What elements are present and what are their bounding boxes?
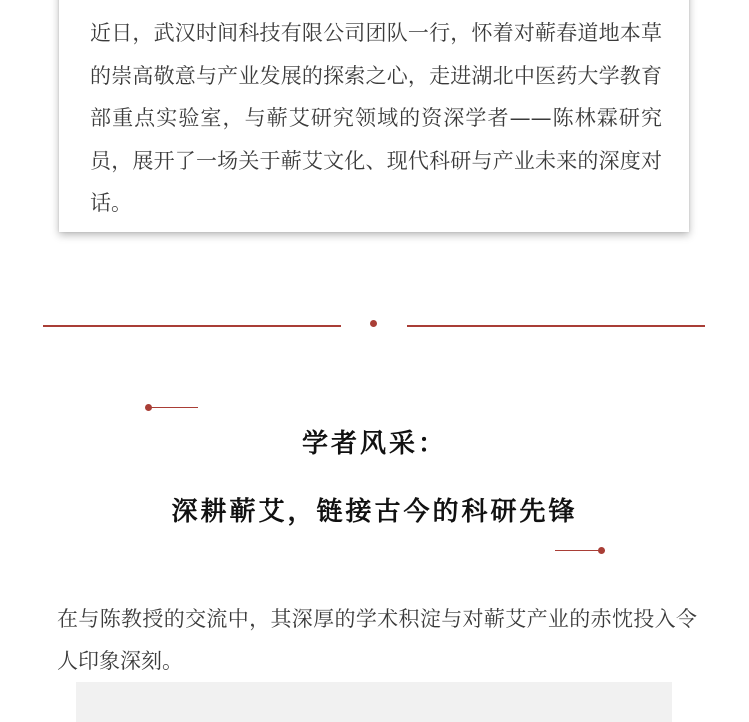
section-divider-right-line [407, 325, 705, 327]
image-placeholder [76, 682, 672, 722]
intro-paragraph: 近日，武汉时间科技有限公司团队一行，怀着对蕲春道地本草的崇高敬意与产业发展的探索之心，走进湖北中医药大学教育部重点实验室，与蕲艾研究领域的资深学者——陈林霖研究员，展开了一场关于蕲艾文化、现代科研与产业未来的深度对话。 [90, 21, 662, 215]
heading-deco-top-line [148, 407, 198, 408]
heading-deco-top-dot [145, 404, 152, 411]
section-divider-dot [370, 320, 377, 327]
section-heading-line2: 深耕蕲艾，链接古今的科研先锋 [171, 497, 578, 527]
section-divider-left-line [43, 325, 341, 327]
heading-deco-bottom-dot [598, 547, 605, 554]
section-heading-line1: 学者风采： [301, 429, 447, 459]
body-paragraph: 在与陈教授的交流中，其深厚的学术积淀与对蕲艾产业的赤忱投入令人印象深刻。 [57, 607, 697, 673]
